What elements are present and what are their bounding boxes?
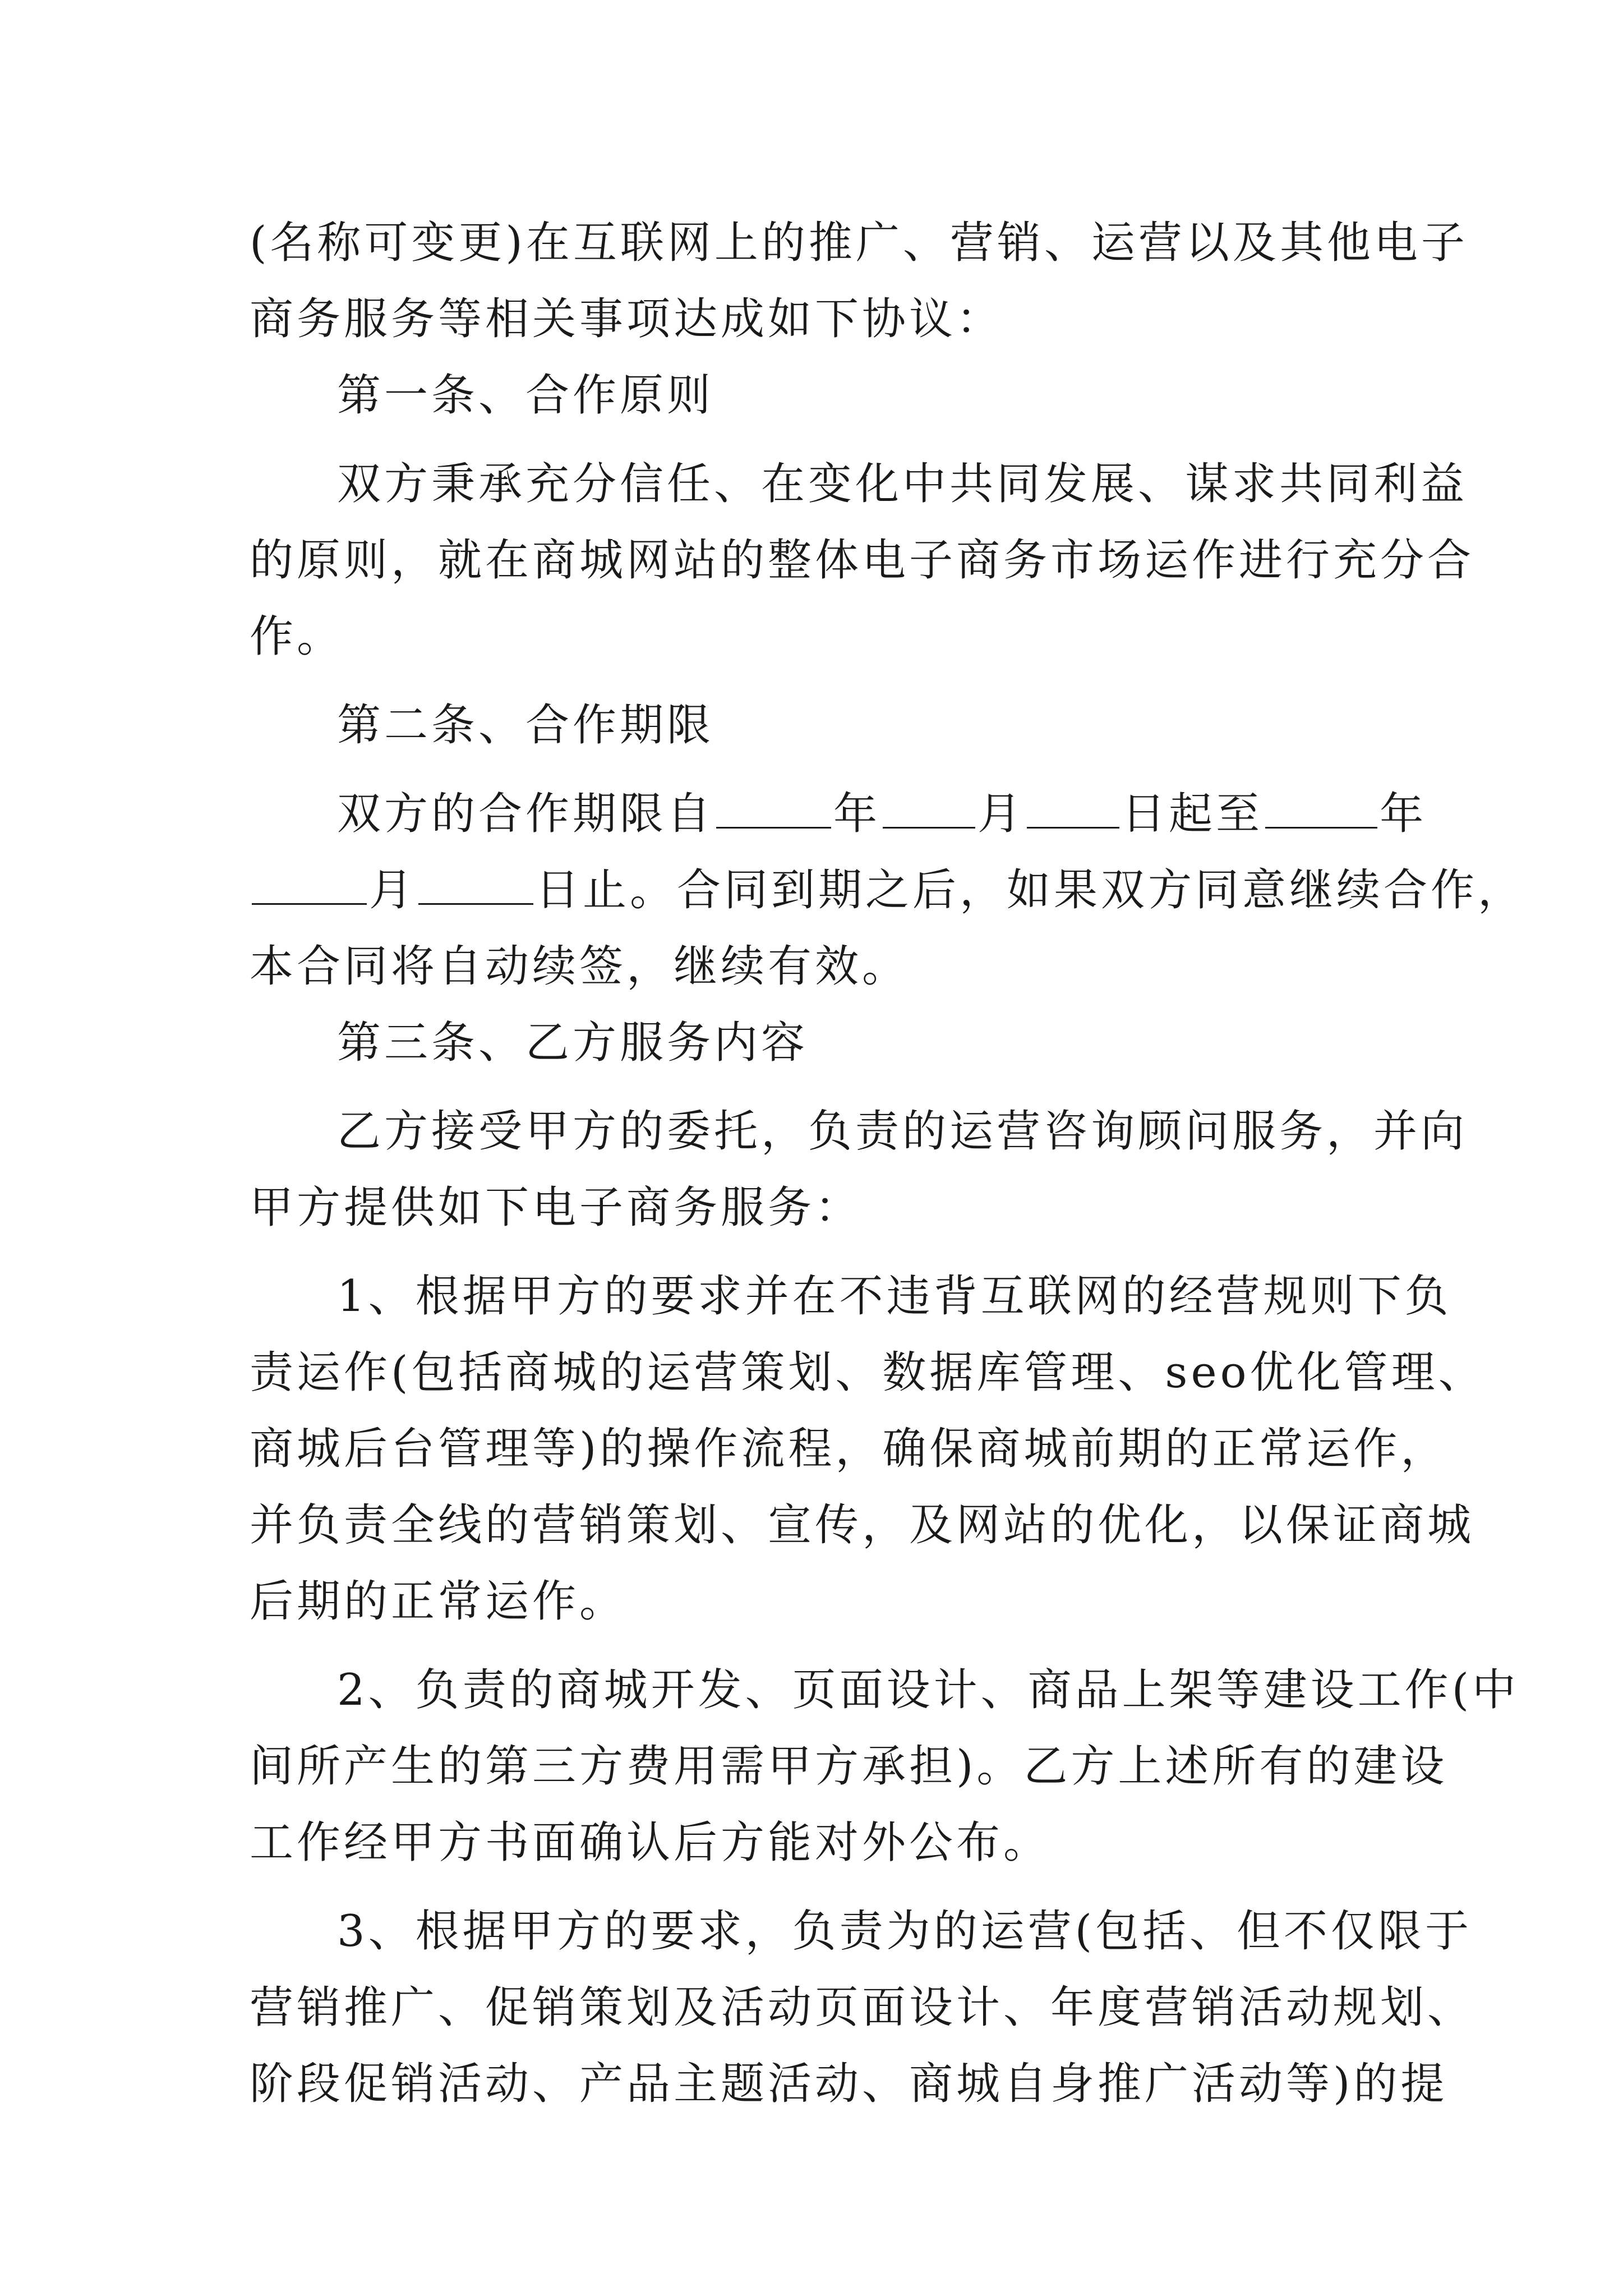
blank-field-start-year (716, 782, 831, 829)
article-3-heading: 第三条、乙方服务内容 (337, 1018, 809, 1068)
service-item-1: 1、根据甲方的要求并在不违背互联网的经营规则下负 (337, 1271, 1452, 1322)
text-line: 营销推广、促销策划及活动页面设计、年度营销活动规划、 (250, 1982, 1475, 2033)
text-line: 阶段促销活动、产品主题活动、商城自身推广活动等)的提 (250, 2059, 1448, 2109)
term-line (250, 852, 1525, 928)
term-line (250, 776, 1427, 852)
service-item-3: 3、根据甲方的要求，负责为的运营(包括、但不仅限于 (337, 1906, 1473, 1957)
text-line: 并负责全线的营销策划、宣传，及网站的优化，以保证商城 (250, 1500, 1475, 1550)
article-2-heading: 第二条、合作期限 (337, 700, 714, 751)
term-text: 日起至 (1122, 789, 1264, 839)
text-line: 责运作(包括商城的运营策划、数据库管理、seo优化管理、 (250, 1347, 1486, 1398)
text-line: 商城后台管理等)的操作流程，确保商城前期的正常运作， (250, 1424, 1448, 1474)
term-text: 月 (369, 865, 417, 915)
text-line: 甲方提供如下电子商务服务： (250, 1182, 863, 1233)
term-text: 年 (1380, 789, 1427, 839)
text-line: 后期的正常运作。 (250, 1576, 627, 1627)
term-text: 双方的合作期限自 (337, 789, 714, 839)
blank-field-start-day (1027, 782, 1119, 829)
term-text: 日止。合同到期之后，如果双方同意继续合作， (536, 865, 1525, 915)
text-line: (名称可变更)在互联网上的推广、营销、运营以及其他电子 (250, 218, 1468, 268)
term-text: 年 (833, 789, 881, 839)
service-item-2: 2、负责的商城开发、页面设计、商品上架等建设工作(中 (337, 1665, 1520, 1715)
text-line: 乙方接受甲方的委托，负责的运营咨询顾问服务，并向 (337, 1106, 1468, 1157)
text-line: 商务服务等相关事项达成如下协议： (250, 294, 1004, 344)
text-line: 本合同将自动续签，继续有效。 (250, 941, 910, 992)
text-line: 作。 (250, 611, 344, 662)
blank-field-start-month (883, 782, 975, 829)
term-text: 月 (978, 789, 1025, 839)
article-1-heading: 第一条、合作原则 (337, 370, 714, 421)
text-line: 双方秉承充分信任、在变化中共同发展、谋求共同利益 (337, 459, 1468, 509)
text-line: 间所产生的第三方费用需甲方承担)。乙方上述所有的建设 (250, 1741, 1448, 1792)
blank-field-end-day (418, 858, 533, 905)
blank-field-end-month (252, 858, 367, 905)
text-line: 工作经甲方书面确认后方能对外公布。 (250, 1818, 1051, 1868)
text-line: 的原则，就在商城网站的整体电子商务市场运作进行充分合 (250, 535, 1475, 586)
document-body (250, 205, 1525, 2122)
blank-field-end-year (1265, 782, 1377, 829)
